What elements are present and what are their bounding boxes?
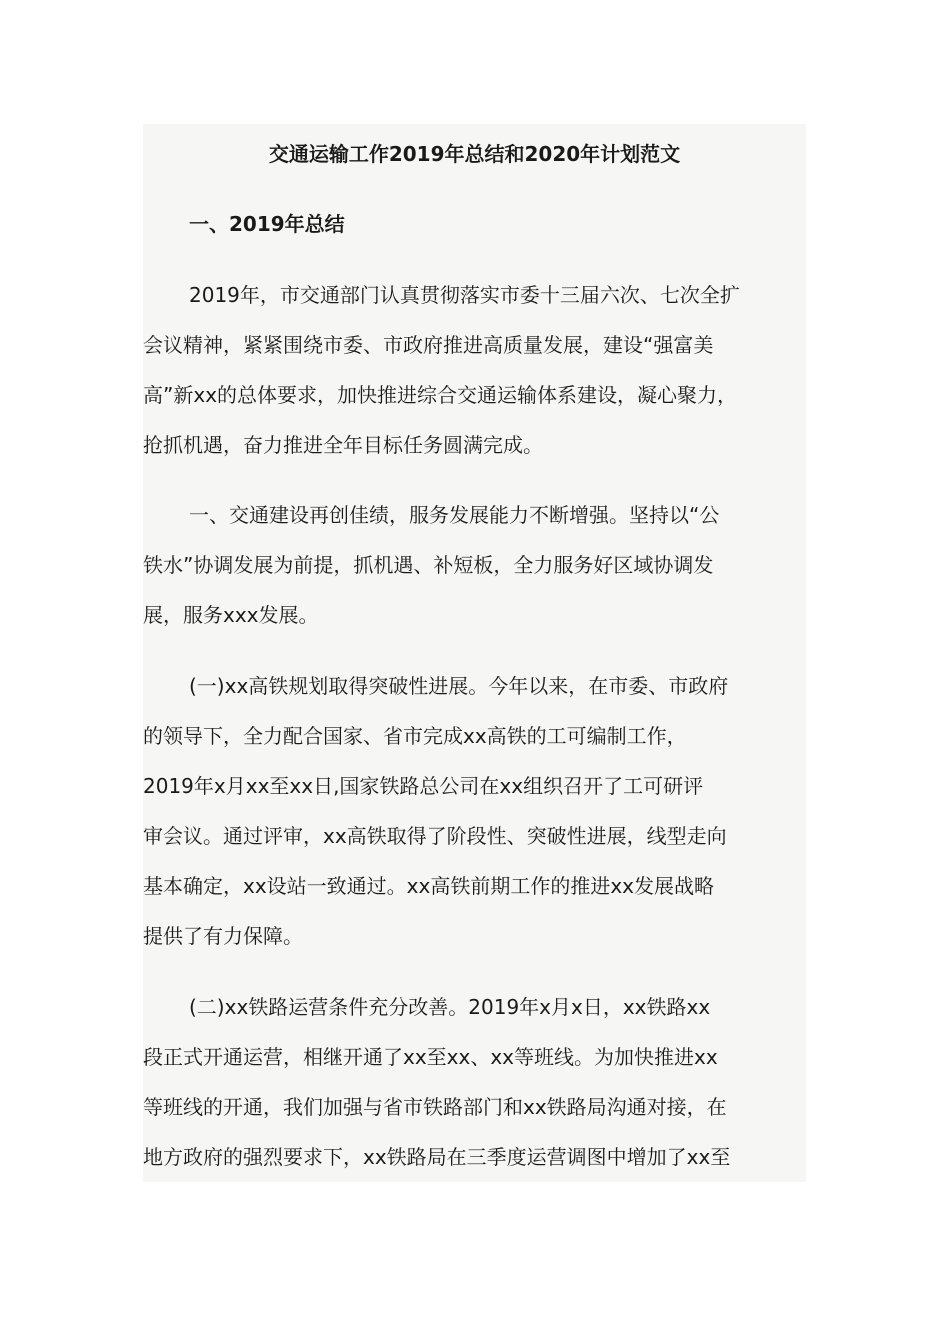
paragraph-line: 审会议。通过评审，xx高铁取得了阶段性、突破性进展，线型走向 [143, 824, 727, 848]
section-heading: 一、2019年总结 [189, 212, 345, 236]
paragraph-line: 提供了有力保障。 [143, 924, 303, 948]
paragraph-line: 基本确定，xx设站一致通过。xx高铁前期工作的推进xx发展战略 [143, 874, 715, 898]
paragraph-railway-operation [143, 982, 806, 1182]
document-page [143, 124, 806, 1182]
paragraph-line: 抢抓机遇，奋力推进全年目标任务圆满完成。 [143, 433, 543, 457]
paragraph-line: 的领导下，全力配合国家、省市完成xx高铁的工可编制工作， [143, 724, 687, 748]
paragraph-line: 高”新xx的总体要求，加快推进综合交通运输体系建设，凝心聚力， [143, 383, 738, 407]
paragraph-line: 地方政府的强烈要求下，xx铁路局在三季度运营调图中增加了xx至 [143, 1145, 731, 1169]
paragraph-transport-construction [143, 490, 806, 640]
paragraph-line: 展，服务xxx发展。 [143, 603, 319, 627]
paragraph-line: (二)xx铁路运营条件充分改善。2019年x月x日，xx铁路xx [189, 995, 711, 1019]
paragraph-line: 段正式开通运营，相继开通了xx至xx、xx等班线。为加快推进xx [143, 1045, 718, 1069]
document-title: 交通运输工作2019年总结和2020年计划范文 [268, 142, 681, 166]
paragraph-line: 会议精神，紧紧围绕市委、市政府推进高质量发展，建设“强富美 [143, 333, 714, 357]
paragraph-line: 等班线的开通，我们加强与省市铁路部门和xx铁路局沟通对接，在 [143, 1095, 727, 1119]
paragraph-summary-intro [143, 270, 806, 470]
paragraph-high-speed-rail [143, 661, 806, 961]
paragraph-line: 铁水”协调发展为前提，抓机遇、补短板，全力服务好区域协调发 [143, 553, 714, 577]
paragraph-line: (一)xx高铁规划取得突破性进展。今年以来，在市委、市政府 [189, 674, 729, 698]
paragraph-line: 一、交通建设再创佳绩，服务发展能力不断增强。坚持以“公 [189, 503, 720, 527]
paragraph-line: 2019年x月xx至xx日,国家铁路总公司在xx组织召开了工可研评 [143, 774, 704, 798]
paragraph-line: 2019年，市交通部门认真贯彻落实市委十三届六次、七次全扩 [189, 283, 740, 307]
